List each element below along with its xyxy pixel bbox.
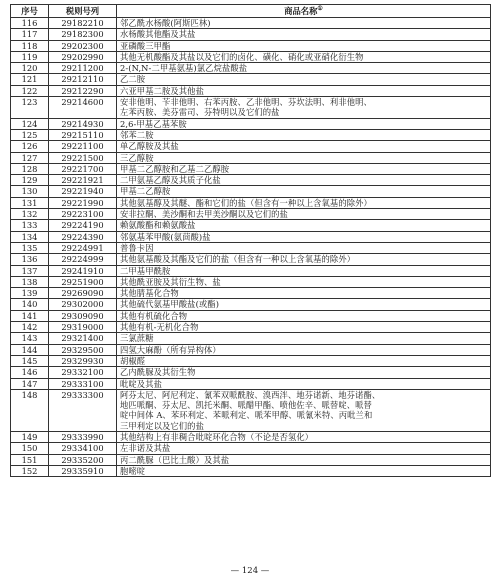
row-commodity-name <box>117 197 491 208</box>
page-number: — 124 — <box>230 566 270 576</box>
row-serial-no: 148 <box>11 389 49 431</box>
table-row <box>11 265 491 276</box>
commodity-name-line: 丙二酰脲（巴比土酸）及其盐 <box>120 454 230 465</box>
row-serial-no: 119 <box>11 51 49 62</box>
row-commodity-name <box>117 310 491 321</box>
row-tariff-code: 29221921 <box>49 175 117 186</box>
table-row <box>11 97 491 119</box>
row-commodity-name <box>117 186 491 197</box>
row-tariff-code: 29309090 <box>49 310 117 321</box>
row-commodity-name <box>117 454 491 465</box>
commodity-name-line: 赖氨酸酯和赖氨酸盐 <box>120 220 196 231</box>
row-tariff-code: 29333990 <box>49 431 117 442</box>
row-serial-no: 151 <box>11 454 49 465</box>
commodity-name-line: 甲基二乙醇胺和乙基二乙醇胺 <box>120 163 230 174</box>
commodity-name-line: 单乙醇胺及其盐 <box>120 141 179 152</box>
table-row <box>11 220 491 231</box>
table-row <box>11 299 491 310</box>
header-commodity-name <box>117 5 491 18</box>
row-tariff-code: 29214600 <box>49 97 117 119</box>
table-row <box>11 163 491 174</box>
row-tariff-code: 29221100 <box>49 141 117 152</box>
document-page <box>10 4 490 477</box>
row-commodity-name <box>117 220 491 231</box>
row-commodity-name <box>117 276 491 287</box>
commodity-name-line: 其他腈基化合物 <box>120 288 179 299</box>
table-row <box>11 310 491 321</box>
row-tariff-code: 29335910 <box>49 465 117 476</box>
row-tariff-code: 29335200 <box>49 454 117 465</box>
commodity-name-line: 左非诺及其盐 <box>120 443 171 454</box>
row-tariff-code: 29224999 <box>49 254 117 265</box>
row-tariff-code: 29319000 <box>49 322 117 333</box>
row-serial-no: 150 <box>11 443 49 454</box>
commodity-name-line: 水杨酸其他酯及其盐 <box>120 29 196 40</box>
row-serial-no: 129 <box>11 175 49 186</box>
row-serial-no: 125 <box>11 129 49 140</box>
commodity-name-line: 三氯蔗糖 <box>120 333 154 344</box>
table-row <box>11 276 491 287</box>
row-serial-no: 124 <box>11 118 49 129</box>
commodity-name-line: 邻苯二胺 <box>120 129 154 140</box>
commodity-name-line: 其他结构上有非稠合吡啶环化合物（不论是否氢化） <box>120 431 314 442</box>
table-row <box>11 197 491 208</box>
row-tariff-code: 29251900 <box>49 276 117 287</box>
commodity-name-line: 二甲氨基乙醇及其质子化盐 <box>120 175 221 186</box>
row-serial-no: 122 <box>11 85 49 96</box>
row-commodity-name <box>117 97 491 119</box>
commodity-name-line: 吡啶及其盐 <box>120 378 162 389</box>
commodity-name-line: 三甲利定以及它们的盐 <box>120 420 204 431</box>
table-row <box>11 63 491 74</box>
row-commodity-name <box>117 465 491 476</box>
row-serial-no: 126 <box>11 141 49 152</box>
table-row <box>11 288 491 299</box>
row-commodity-name <box>117 118 491 129</box>
commodity-name-line: 乙二胺 <box>120 74 146 85</box>
row-tariff-code: 29202300 <box>49 40 117 51</box>
commodity-name-line: 六亚甲基二胺及其他盐 <box>120 85 204 96</box>
row-commodity-name <box>117 355 491 366</box>
row-commodity-name <box>117 231 491 242</box>
row-serial-no: 142 <box>11 322 49 333</box>
commodity-name-line: 邻乙酰水杨酸(阿斯匹林) <box>120 18 211 28</box>
table-row <box>11 29 491 40</box>
table-row <box>11 389 491 431</box>
row-commodity-name <box>117 152 491 163</box>
row-tariff-code: 29221500 <box>49 152 117 163</box>
row-tariff-code: 29223100 <box>49 209 117 220</box>
header-name-text: 商品名称 <box>284 6 318 16</box>
commodity-name-line: 四氢大麻酚（所有异构体） <box>120 344 221 355</box>
commodity-name-line: 左苯丙胺、美芬雷司、芬特明以及它们的盐 <box>120 107 280 118</box>
commodity-name-line: 2,6-甲基乙基苯胺 <box>120 118 187 129</box>
row-tariff-code: 29215110 <box>49 129 117 140</box>
table-row <box>11 344 491 355</box>
row-serial-no: 138 <box>11 276 49 287</box>
row-serial-no: 147 <box>11 378 49 389</box>
table-row <box>11 367 491 378</box>
row-commodity-name <box>117 74 491 85</box>
commodity-name-line: 普鲁卡因 <box>120 242 154 253</box>
table-row <box>11 231 491 242</box>
row-commodity-name <box>117 333 491 344</box>
table-row <box>11 333 491 344</box>
header-footnote-mark: ① <box>317 5 323 13</box>
row-tariff-code: 29212110 <box>49 74 117 85</box>
row-serial-no: 137 <box>11 265 49 276</box>
row-tariff-code: 29214930 <box>49 118 117 129</box>
table-row <box>11 378 491 389</box>
row-serial-no: 132 <box>11 209 49 220</box>
row-commodity-name <box>117 85 491 96</box>
row-commodity-name <box>117 209 491 220</box>
table-row <box>11 322 491 333</box>
table-row <box>11 74 491 85</box>
row-tariff-code: 29329930 <box>49 355 117 366</box>
row-serial-no: 128 <box>11 163 49 174</box>
commodity-name-line: 其他氨基酸及其酯及它们的盐（但含有一种以上含氧基的除外） <box>120 254 356 265</box>
commodity-name-line: 阿芬太尼、阿尼利定、氰苯双哌酰胺、溴西泮、地芬诺新、地芬诺酯、 <box>120 389 381 400</box>
table-row <box>11 431 491 442</box>
row-serial-no: 146 <box>11 367 49 378</box>
row-tariff-code: 29211200 <box>49 63 117 74</box>
commodity-name-line: 其他无机酸酯及其盐以及它们的卤化、磺化、硝化或亚硝化衍生物 <box>120 51 364 62</box>
row-serial-no: 130 <box>11 186 49 197</box>
table-row <box>11 141 491 152</box>
row-serial-no: 140 <box>11 299 49 310</box>
row-serial-no: 141 <box>11 310 49 321</box>
table-body <box>11 18 491 477</box>
row-commodity-name <box>117 18 491 29</box>
table-row <box>11 18 491 29</box>
row-commodity-name <box>117 141 491 152</box>
row-tariff-code: 29202990 <box>49 51 117 62</box>
row-serial-no: 116 <box>11 18 49 29</box>
row-tariff-code: 29333100 <box>49 378 117 389</box>
commodity-name-line: 其他硫代氨基甲酸盐(或酯) <box>120 299 220 310</box>
table-row <box>11 175 491 186</box>
commodity-name-line: 其他有机硫化合物 <box>120 310 188 321</box>
commodity-name-line: 其他酰亚胺及其衍生物、盐 <box>120 276 221 287</box>
table-row <box>11 443 491 454</box>
row-commodity-name <box>117 344 491 355</box>
row-commodity-name <box>117 129 491 140</box>
table-row <box>11 152 491 163</box>
row-tariff-code: 29221990 <box>49 197 117 208</box>
row-serial-no: 131 <box>11 197 49 208</box>
commodity-name-line: 其他有机-无机化合物 <box>120 322 199 333</box>
commodity-name-line: 啶中间体 A、苯环利定、苯哌利定、哌苯甲醇、哌氰米特、丙吡兰和 <box>120 410 373 421</box>
row-serial-no: 120 <box>11 63 49 74</box>
commodity-name-line: 2-(N,N-二甲基氨基)氯乙烷盐酸盐 <box>120 63 248 74</box>
row-commodity-name <box>117 288 491 299</box>
row-serial-no: 127 <box>11 152 49 163</box>
row-commodity-name <box>117 63 491 74</box>
row-serial-no: 149 <box>11 431 49 442</box>
row-tariff-code: 29302000 <box>49 299 117 310</box>
row-commodity-name <box>117 254 491 265</box>
table-row <box>11 454 491 465</box>
row-tariff-code: 29221700 <box>49 163 117 174</box>
row-serial-no: 144 <box>11 344 49 355</box>
header-serial-no: 序号 <box>11 5 49 18</box>
row-commodity-name <box>117 40 491 51</box>
row-tariff-code: 29221940 <box>49 186 117 197</box>
commodity-name-line: 甲基二乙醇胺 <box>120 186 171 197</box>
row-tariff-code: 29224390 <box>49 231 117 242</box>
table-row <box>11 209 491 220</box>
row-commodity-name <box>117 299 491 310</box>
row-serial-no: 139 <box>11 288 49 299</box>
row-serial-no: 133 <box>11 220 49 231</box>
commodity-name-line: 安非拉酮、美沙酮和去甲美沙酮以及它们的盐 <box>120 209 288 220</box>
table-row <box>11 465 491 476</box>
row-tariff-code: 29224190 <box>49 220 117 231</box>
commodity-name-line: 亚磷酸三甲酯 <box>120 40 171 51</box>
row-tariff-code: 29212290 <box>49 85 117 96</box>
row-tariff-code: 29329500 <box>49 344 117 355</box>
row-commodity-name <box>117 175 491 186</box>
table-row <box>11 129 491 140</box>
commodity-name-line: 安非他明、苄非他明、右苯丙胺、乙非他明、芬坎法明、利非他明、 <box>120 97 372 108</box>
row-tariff-code: 29321400 <box>49 333 117 344</box>
row-tariff-code: 29333300 <box>49 389 117 431</box>
row-serial-no: 143 <box>11 333 49 344</box>
row-serial-no: 134 <box>11 231 49 242</box>
commodity-name-line: 乙内酰脲及其衍生物 <box>120 367 196 378</box>
row-commodity-name <box>117 443 491 454</box>
row-tariff-code: 29241910 <box>49 265 117 276</box>
table-row <box>11 254 491 265</box>
row-tariff-code: 29334100 <box>49 443 117 454</box>
row-tariff-code: 29332100 <box>49 367 117 378</box>
commodity-name-line: 二甲基甲酰胺 <box>120 265 171 276</box>
row-commodity-name <box>117 163 491 174</box>
row-serial-no: 118 <box>11 40 49 51</box>
commodity-name-line: 地匹哌酮、芬太尼、凯托米酮、哌醋甲酯、喷他佐辛、哌替啶、哌替 <box>120 400 372 411</box>
row-serial-no: 136 <box>11 254 49 265</box>
commodity-name-line: 邻氨基苯甲酸(氨茴酸)盐 <box>120 231 211 242</box>
row-commodity-name <box>117 322 491 333</box>
row-serial-no: 117 <box>11 29 49 40</box>
commodity-name-line: 三乙醇胺 <box>120 152 154 163</box>
row-tariff-code: 29224991 <box>49 242 117 253</box>
row-commodity-name <box>117 367 491 378</box>
row-serial-no: 123 <box>11 97 49 119</box>
row-commodity-name <box>117 242 491 253</box>
row-commodity-name <box>117 265 491 276</box>
row-commodity-name <box>117 389 491 431</box>
row-commodity-name <box>117 431 491 442</box>
table-row <box>11 186 491 197</box>
row-tariff-code: 29269090 <box>49 288 117 299</box>
row-commodity-name <box>117 51 491 62</box>
table-row <box>11 355 491 366</box>
row-commodity-name <box>117 378 491 389</box>
row-serial-no: 152 <box>11 465 49 476</box>
row-commodity-name <box>117 29 491 40</box>
table-row <box>11 118 491 129</box>
row-serial-no: 135 <box>11 242 49 253</box>
table-row <box>11 51 491 62</box>
row-serial-no: 121 <box>11 74 49 85</box>
table-header-row <box>11 5 491 18</box>
table-row <box>11 85 491 96</box>
table-row <box>11 40 491 51</box>
commodity-name-line: 胞嘧啶 <box>120 465 146 476</box>
commodity-table <box>10 4 491 477</box>
row-tariff-code: 29182210 <box>49 18 117 29</box>
commodity-name-line: 其他氨基醇及其醚、酯和它们的盐（但含有一种以上含氧基的除外） <box>120 197 372 208</box>
commodity-name-line: 胡椒醛 <box>120 355 146 366</box>
row-tariff-code: 29182300 <box>49 29 117 40</box>
table-row <box>11 242 491 253</box>
header-tariff-code: 税则号列 <box>49 5 117 18</box>
row-serial-no: 145 <box>11 355 49 366</box>
